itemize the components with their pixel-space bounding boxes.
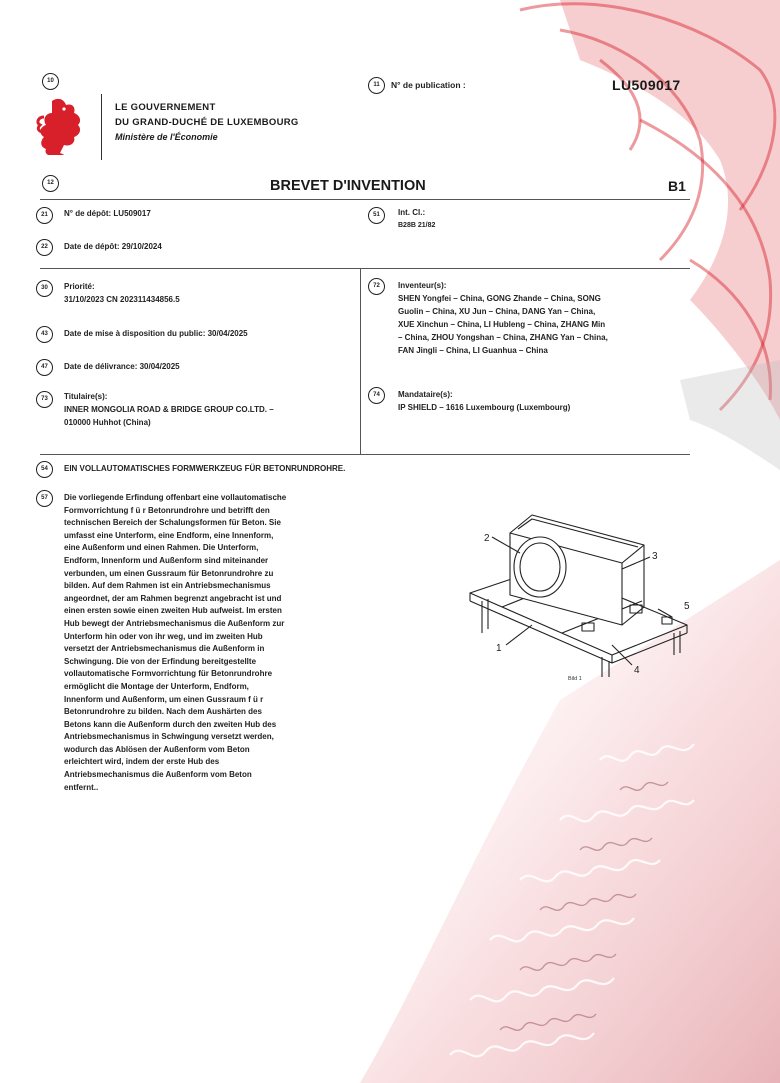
deposit-number: N° de dépôt: LU509017 (64, 209, 151, 218)
abstract-line: angeordnet, der am Rahmen begrenzt angebracht ist und (64, 593, 282, 603)
holder-line-1: INNER MONGOLIA ROAD & BRIDGE GROUP CO.LTD. – (64, 405, 274, 414)
code-51: 51 (368, 207, 385, 224)
rule-bottom (40, 454, 690, 455)
code-47: 47 (36, 359, 53, 376)
abstract-line: Antriebsmechanismus in Schwingung versetzt werden, (64, 732, 274, 742)
inventors-line: Guolin – China, XU Jun – China, DANG Yan – China, (398, 307, 596, 316)
int-cl-label: Int. Cl.: (398, 208, 426, 217)
abstract-line: vollautomatische Formvorrichtung für Betonrundrohre (64, 669, 273, 679)
publication-number: LU509017 (612, 77, 681, 93)
publication-label: N° de publication : (391, 80, 466, 90)
inventors-line: – China, ZHOU Yongshan – China, ZHANG Yan – China, (398, 333, 608, 342)
rule-middle (40, 268, 690, 269)
priority-value: 31/10/2023 CN 202311434856.5 (64, 295, 180, 304)
gov-line-1: LE GOUVERNEMENT (115, 102, 216, 113)
code-11: 11 (368, 77, 385, 94)
code-21: 21 (36, 207, 53, 224)
luxembourg-lion-logo (34, 95, 90, 155)
abstract-line: Antriebsmechanismus die Außenform vom Beton (64, 770, 252, 780)
holder-line-2: 010000 Huhhot (China) (64, 418, 151, 427)
code-10: 10 (42, 73, 59, 90)
abstract-line: versetzt der Antriebsmechanismus die Außenform in (64, 644, 265, 654)
invention-title: EIN VOLLAUTOMATISCHES FORMWERKZEUG FÜR BETONRUNDROHRE. (64, 464, 346, 473)
abstract-line: umfasst eine Unterform, eine Endform, eine Innenform, (64, 530, 274, 540)
figure-label-5: 5 (684, 601, 690, 612)
abstract-line: entfernt.. (64, 782, 99, 792)
abstract-line: eine Außenform und einen Rahmen. Die Unterform, (64, 543, 259, 553)
inventors-line: XUE Xinchun – China, LI Hubleng – China, ZHANG Min (398, 320, 606, 329)
figure-label-3: 3 (652, 551, 658, 562)
abstract-line: einen ersten sowie einen zweiten Hub aufweist. Im ersten (64, 606, 282, 616)
ministry-name: Ministère de l'Économie (115, 132, 218, 142)
delivery-date: Date de délivrance: 30/04/2025 (64, 362, 180, 371)
figure-label-1: 1 (496, 643, 502, 654)
code-72: 72 (368, 278, 385, 295)
rule-top (40, 199, 690, 200)
agent-value: IP SHIELD – 1616 Luxembourg (Luxembourg) (398, 403, 571, 412)
abstract-line: Formvorrichtung f ü r Betonrundrohre und betrifft den (64, 505, 270, 515)
abstract-line: erleichtert wird, indem der erste Hub des (64, 757, 220, 767)
int-cl-value: B28B 21/82 (398, 222, 436, 229)
figure-label-4: 4 (634, 665, 640, 676)
abstract-line: Hub bewegt der Antriebsmechanismus die Außenform zur (64, 618, 285, 628)
abstract-line: verbunden, um einen Gussraum für Betonrundrohre zu (64, 568, 274, 578)
abstract-line: Betons kann die Außenform durch den zweiten Hub des (64, 719, 277, 729)
code-57: 57 (36, 490, 53, 507)
abstract-line: Die vorliegende Erfindung offenbart eine vollautomatische (64, 493, 287, 502)
abstract-line: Endform, Innenform und Außenform sind miteinander (64, 555, 269, 565)
deposit-date: Date de dépôt: 29/10/2024 (64, 242, 162, 251)
abstract-line: ermöglicht die Montage der Unterform, Endform, (64, 681, 249, 691)
abstract-line: Innenform und Außenform, um einen Gussraum f ü r (64, 694, 264, 704)
figure-label-2: 2 (484, 533, 490, 544)
code-30: 30 (36, 280, 53, 297)
abstract-line: Schwingung. Die von der Erfindung bereitgestellte (64, 656, 257, 666)
code-54: 54 (36, 461, 53, 478)
abstract-line: bilden. Auf dem Rahmen ist ein Antriebsmechanismus (64, 581, 271, 591)
code-43: 43 (36, 326, 53, 343)
column-divider (360, 268, 361, 454)
abstract-line: wodurch das Ablösen der Außenform vom Beton (64, 744, 250, 754)
document-kind: B1 (668, 178, 686, 194)
gov-line-2: DU GRAND-DUCHÉ DE LUXEMBOURG (115, 117, 299, 128)
invention-figure (462, 505, 702, 680)
document-title: BREVET D'INVENTION (270, 178, 426, 194)
abstract-line: Betonrundrohre zu bilden. Nach dem Aushärten des (64, 707, 262, 717)
figure-caption: Bild 1 (568, 676, 582, 682)
code-12: 12 (42, 175, 59, 192)
agent-label: Mandataire(s): (398, 390, 453, 399)
abstract-line: Unterform hin oder von ihr weg, und im zweiten Hub (64, 631, 263, 641)
code-74: 74 (368, 387, 385, 404)
code-22: 22 (36, 239, 53, 256)
inventors-line: FAN Jingli – China, LI Guanhua – China (398, 346, 548, 355)
abstract-line: technischen Bereich der Schalungsformen für Beton. Sie (64, 518, 281, 528)
public-availability-date: Date de mise à disposition du public: 30/04/2025 (64, 329, 248, 338)
holder-label: Titulaire(s): (64, 392, 108, 401)
code-73: 73 (36, 391, 53, 408)
priority-label: Priorité: (64, 282, 95, 291)
abstract (64, 492, 374, 794)
inventors-label: Inventeur(s): (398, 281, 447, 290)
inventors-line: SHEN Yongfei – China, GONG Zhande – China, SONG (398, 294, 601, 303)
header-divider (101, 94, 102, 160)
